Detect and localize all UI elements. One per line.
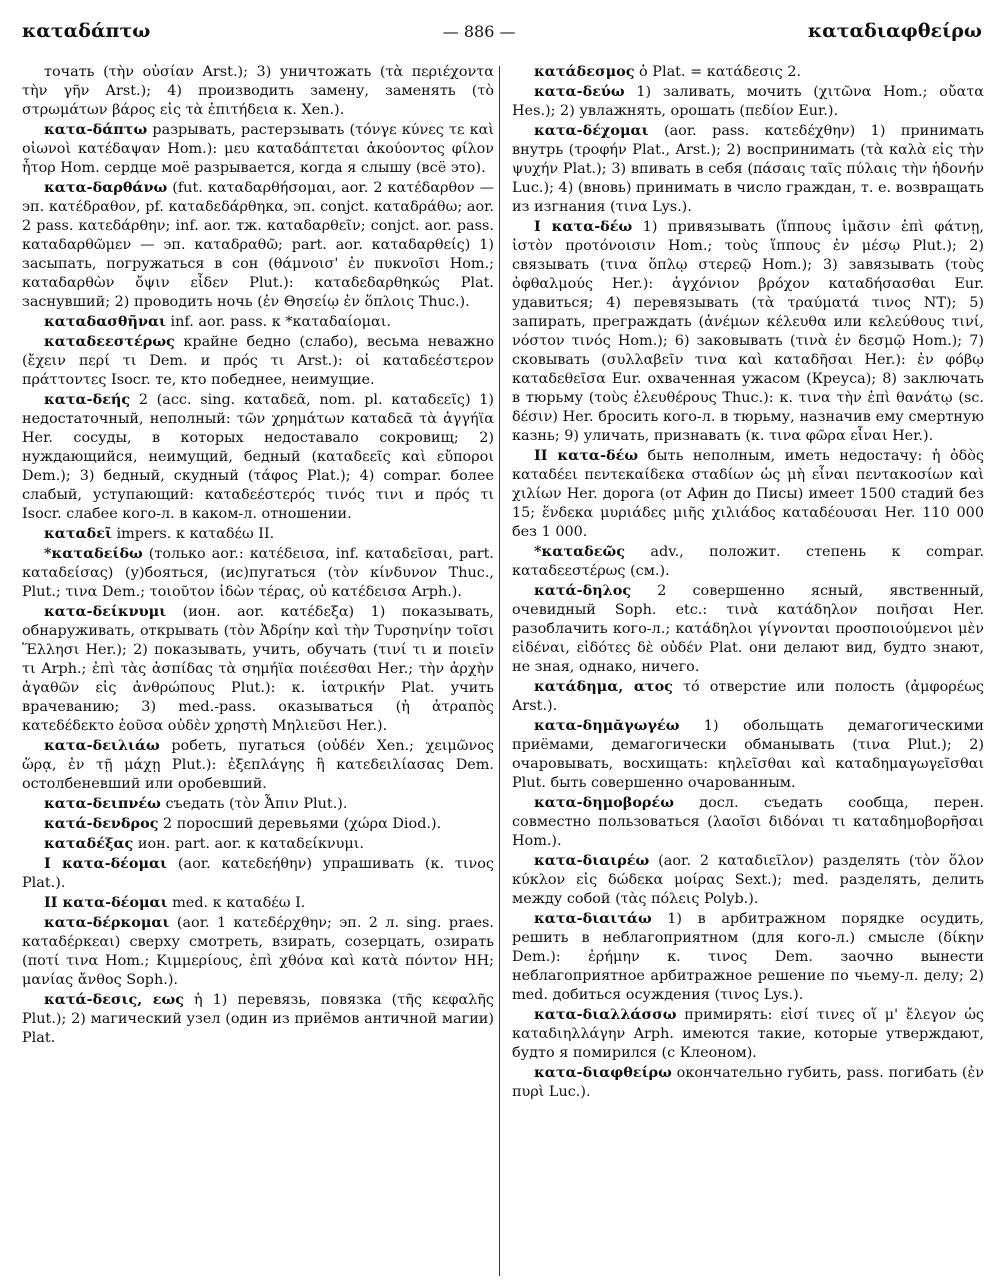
dictionary-entry: κατα-δειλιάω робеть, пугаться (οὐδέν Xen.; χειμῶνος ὥρᾳ, ἐν τῇ μάχῃ Plut.): ἐξεπλάγης ἢ κατεδειλίασας Dem. остолбеневший или оробевший. <box>22 737 494 792</box>
dictionary-entry: κατα-δείκνυμι (ион. aor. κατέδεξα) 1) показывать, обнаруживать, открывать (τὸν Ἀδρίην καὶ τὴν Τυρσηνίην τοῖσι Ἕλλησι Her.); 2) показывать, учить, обучать (τινί τι и ποιεῖν τι Arph.; ἐπὶ τὰς ἀσπίδας τὰ σημήϊα ποιέεσθαι Her.; τὴν ἀρχὴν ἀγαθῶν εἰς ἀνθρώπους Plut.): κ. ἰατρικήν Plat. учить врачеванию; 3) med.-pass. оказываться (ἡ ἀτραπὸς κατεδέδεκτο ἐοῦσα οὐδὲν χρηστὴ Μηλιεῦσι Her.). <box>22 603 494 734</box>
dictionary-entry: *καταδείδω (только aor.: κατέδεισα, inf. καταδεῖσαι, part. καταδείσας) (у)бояться, (ис)пугаться (τὸν κίνδυνον Thuc., Plut.; τινα Dem.; τοιοῦτον ἰδὼν τέρας, οὐ κατέδεισα Arph.). <box>22 545 494 600</box>
dictionary-entry: κατα-δημᾰγωγέω 1) обольщать демагогическими приёмами, демагогически обманывать (τινα Plut.); 2) очаровывать, восхищать: κηλεῖσθαι καὶ καταδημαγωγεῖσθαι Plut. быть совершенно очарованным. <box>512 717 984 791</box>
dictionary-entry: κατάδημα, ατος τό отверстие или полость (ἀμφορέως Arst.). <box>512 678 984 714</box>
dictionary-entry: κατα-δεής 2 (acc. sing. καταδεᾶ, nom. pl. καταδεεῖς) 1) недостаточный, неполный: τῶν χρημάτων καταδεᾶ τὰ ἀγγήϊα Her. сосуды, в которых недоставало сокровищ; 2) нуждающийся, неимущий, бедный (καταδεεῖς καὶ εὔποροι Dem.); 3) бедный, скудный (τάφος Plat.); 4) compar. более слабый, уступающий: καταδεέστερός τινός τινι и πρός τι Isocr. слабее кого-л. в каком-л. отношении. <box>22 391 494 522</box>
right-running-head: καταδιαφθείρω <box>807 20 982 42</box>
dictionary-entry: κατα-δέρκομαι (aor. 1 κατεδέρχθην; эп. 2 л. sing. praes. καταδέρκεαι) сверху смотреть, взирать, созерцать, озирать (ποτί τινα Hom.; Κιμμερίους, ἐπὶ χθόνα καὶ κατὰ πόντον HH; μανίας ἄνθος Soph.). <box>22 914 494 988</box>
dictionary-entry: κατά-δενδρος 2 поросший деревьями (χώρα Diod.). <box>44 815 442 832</box>
page-header <box>22 14 982 48</box>
dictionary-entry: κατά-δεσις, εως ἡ 1) перевязь, повязка (τῆς κεφαλῆς Plut.); 2) магический узел (один из приёмов античной магии) Plat. <box>22 991 494 1046</box>
dictionary-entry: *καταδεῶς adv., положит. степень к compar. καταδεεστέρως (см.). <box>512 543 984 579</box>
dictionary-entry: κατα-διαλλάσσω примирять: εἰσί τινες οἵ μ' ἔλεγον ὡς καταδιηλλάγην Arph. имеются такие, которые утверждают, будто я помирился (с Клеоном). <box>512 1006 984 1061</box>
dictionary-entry: κατα-δεύω 1) заливать, мочить (χιτῶνα Hom.; οὔατα Hes.); 2) увлажнять, орошать (πεδίον Eur.). <box>512 83 984 119</box>
dictionary-entry: κατάδεσμος ὁ Plat. = κατάδεσις 2. <box>534 63 802 80</box>
dictionary-entry: II κατα-δέω быть неполным, иметь недостачу: ἡ ὁδὸς καταδέει πεντεκαίδεκα σταδίων ὡς μὴ εἶναι πεντακοσίων καὶ χιλίων Her. дорога (от Афин до Писы) имеет 1500 стадий без 15; ἕνδεκα μυριάδες μιῆς χιλιάδος καταδέουσαι Her. 110 000 без 1 000. <box>512 447 984 540</box>
dictionary-entry: κατά-δηλος 2 совершенно ясный, явственный, очевидный Soph. etc.: τινὰ κατάδηλον ποιῆσαι Her. разоблачить кого-л.; κατάδηλοι γίγνονται προσποιούμενοι μὲν εἰδέναι, εἰδότες δὲ οὐδέν Plat. они делают вид, будто знают, не зная, однако, ничего. <box>512 582 984 675</box>
right-column <box>512 62 984 1102</box>
dictionary-entry: καταδέξας ион. part. aor. к καταδείκνυμι. <box>44 835 364 852</box>
dictionary-entry: κατα-δαρθάνω (fut. καταδαρθήσομαι, aor. 2 κατέδαρθον — эп. κατέδραθον, pf. καταδεδάρθηκα, эп. conjct. καταδράθω; aor. 2 pass. κατεδάρθην; inf. aor. тж. καταδαρθεῖν; conjct. aor. pass. καταδαρθῶμεν — эп. καταδραθῶ; part. aor. καταδαρθείς) 1) засыпать, погружаться в сон (θάμνοισ' ἐν πυκνοῖσι Hom.; καταδαρθὼν ὄψιν εἶδεν Plut.): καταδεδαρθηκώς Plat. заснувший; 2) проводить ночь (ἐν Θησείῳ ἐν ὅπλοις Thuc.). <box>22 179 494 310</box>
dictionary-entry: κατα-δάπτω разрывать, растерзывать (τόνγε κύνες τε καὶ οἰωνοὶ κατέδαψαν Hom.): μευ καταδάπτεται ἀκούοντος φίλον ἦτορ Hom. сердце моё разрывается, когда я слышу (всё это). <box>22 121 494 176</box>
left-column <box>22 62 494 1048</box>
dictionary-entry: точать (τὴν οὐσίαν Arst.); 3) уничтожать (τὰ περιέχοντα τὴν γῆν Arst.); 4) производить замену, заменять (τὸ στρωμάτων βάρος εἰς τὰ ἐπιτήδεια κ. Xen.). <box>22 64 494 118</box>
dictionary-entry: κατα-διαιρέω (aor. 2 καταδιεῖλον) разделять (τὸν ὅλον κύκλον εἰς δώδεκα μοίρας Sext.); med. разделять, делить между собой (τὰς πόλεις Polyb.). <box>512 852 984 907</box>
dictionary-entry: κατα-δημοβορέω досл. съедать сообща, перен. совместно пользоваться (λαοῖσι διδόναι τι καταδημοβορῆσαι Hom.). <box>512 794 984 849</box>
dictionary-entry: καταδεεστέρως крайне бедно (слабо), весьма неважно (ἔχειν περί τι Dem. и πρός τι Arst.): οἱ καταδεέστερον πράττοντες Isocr. те, кто победнее, неимущие. <box>22 333 494 388</box>
dictionary-entry: καταδεῖ impers. к καταδέω II. <box>44 525 275 542</box>
dictionary-entry: κατα-διαφθείρω окончательно губить, pass. погибать (ἐν πυρὶ Luc.). <box>512 1064 984 1100</box>
dictionary-entry: κατα-διαιτάω 1) в арбитражном порядке осудить, решить в неблагоприятном (для кого-л.) смысле (δίκην Dem.): ἐρήμην κ. τινος Dem. заочно вынести неблагоприятное арбитражное решение по чьему-л. делу; 2) med. добиться осуждения (τινος Lys.). <box>512 910 984 1003</box>
dictionary-entry: II κατα-δέομαι med. к καταδέω I. <box>44 894 306 911</box>
column-divider <box>499 66 500 1276</box>
page-number: — 886 — <box>442 21 516 41</box>
left-running-head: καταδάπτω <box>22 20 151 42</box>
dictionary-entry: I κατα-δέω 1) привязывать (ἵππους ἱμᾶσιν ἐπὶ φάτνῃ, ἱστὸν προτόνοισιν Hom.; τοὺς ἵππους ἐν μέσῳ Plut.); 2) связывать (τινα ὅπλῳ στερεῷ Hom.); 3) завязывать (τοὺς ὀφθαλμούς Her.): ἀγχόνιον βρόχον καταδήσασθαι Eur. удавиться; 4) перевязывать (τὰ τραύματά τινος NT); 5) запирать, преграждать (ἀνέμων κέλευθα или κελεύθους τινί, νόστον τινός Hom.); 6) заковывать (τινὰ ἐν δεσμῷ Hom.); 7) сковывать (συλλαβεῖν τινα καὶ καταδῆσαι Her.): ἐν φόβῳ καταδεθεῖσα Eur. охваченная ужасом (Креуса); 8) заключать в тюрьму (τοὺς ἐλευθέρους Thuc.): κ. τινα τὴν ἐπὶ θανάτῳ (sc. δέσιν) Her. бросить кого-л. в тюрьму, назначив ему смертную казнь; 9) уличать, признавать (κ. τινα φῶρα εἶναι Her.). <box>512 218 984 444</box>
dictionary-entry: I κατα-δέομαι (aor. κατεδεήθην) упрашивать (κ. τινος Plat.). <box>22 855 494 891</box>
dictionary-entry: καταδασθῆναι inf. aor. pass. к *καταδαίομαι. <box>44 313 391 330</box>
dictionary-entry: κατα-δειπνέω съедать (τὸν Ἆπιν Plut.). <box>44 795 348 812</box>
dictionary-entry: κατα-δέχομαι (aor. pass. κατεδέχθην) 1) принимать внутрь (τροφήν Plat., Arst.); 2) воспринимать (τὰ καλὰ εἰς τὴν ψυχήν Plat.); 3) впивать в себя (πάσαις ταῖς πύλαις τὴν ἡδονήν Luc.); 4) (вновь) принимать в число граждан, т. е. возвращать из изгнания (τινα Lys.). <box>512 122 984 215</box>
